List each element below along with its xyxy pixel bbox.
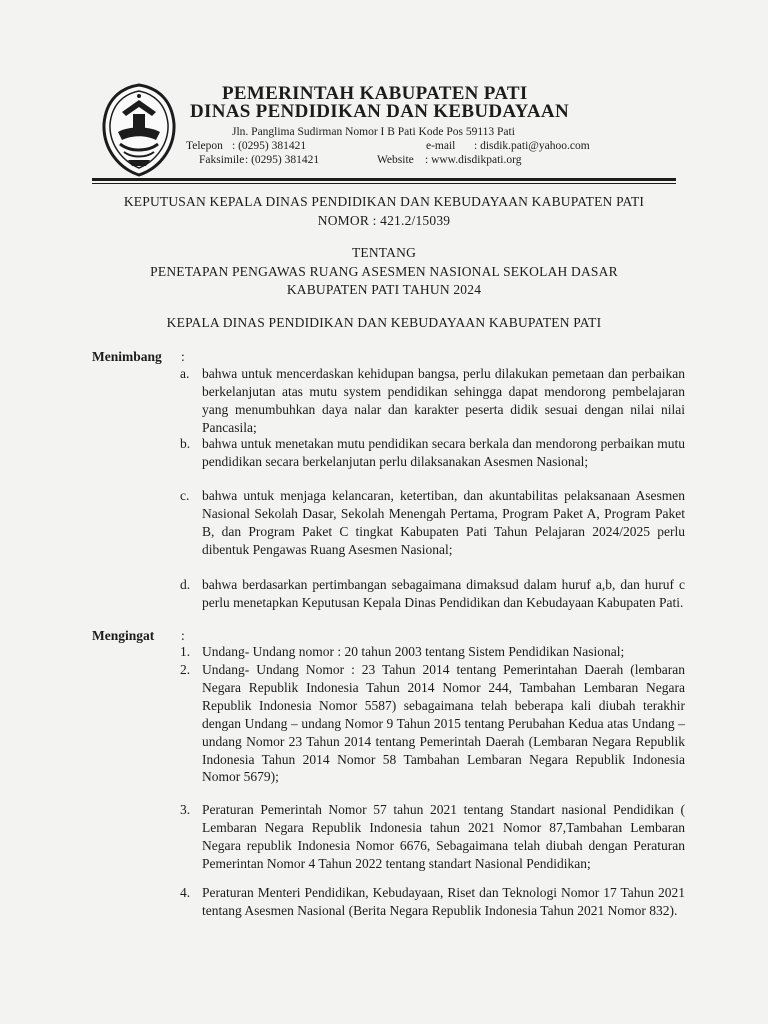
item-marker: 1. [180, 644, 191, 659]
menimbang-colon: : [181, 349, 185, 364]
mengingat-colon: : [181, 628, 185, 643]
letterhead-agency-name: DINAS PENDIDIKAN DAN KEBUDAYAAN [190, 101, 569, 122]
decree-issuer: KEPALA DINAS PENDIDIKAN DAN KEBUDAYAAN KABUPATEN PATI [166, 315, 602, 330]
decree-subject-line2: KABUPATEN PATI TAHUN 2024 [286, 282, 482, 297]
letterhead-divider-thick [92, 178, 676, 181]
item-marker: a. [180, 366, 190, 381]
letterhead-address: Jln. Panglima Sudirman Nomor I B Pati Kode Pos 59113 Pati [232, 126, 515, 138]
item-marker: 4. [180, 885, 191, 900]
letterhead-fax-row [199, 154, 522, 166]
item-text: Undang- Undang Nomor : 23 Tahun 2014 tentang Pemerintahan Daerah (lembaran Negara Republik Indonesia Tahun 2014 Nomor 244, Tambahan Lembaran Negara Republik Indonesia Nomor 5587) sebagaimana telah beberapa kali diubah terakhir dengan Undang – undang Nomor 9 Tahun 2015 tentang Perubahan Kedua atas Undang – undang Nomor 23 Tahun 2014 tentang Pemerintah Daerah (Lembaran Negara Republik Indonesia Tahun 2014 Nomor 58 Tambahan Lembaran Negara Republik Indonesia Nomor 5679); [202, 662, 685, 785]
item-marker: 3. [180, 802, 191, 817]
letterhead-divider-thin [92, 183, 676, 184]
telepon-label: Telepon [186, 140, 223, 152]
letterhead-government-name: PEMERINTAH KABUPATEN PATI [222, 83, 528, 104]
website-value: : www.disdikpati.org [425, 154, 522, 166]
decree-subject-line1: PENETAPAN PENGAWAS RUANG ASESMEN NASIONAL SEKOLAH DASAR [150, 264, 618, 279]
item-text: bahwa untuk mencerdaskan kehidupan bangsa, perlu dilakukan pemetaan dan perbaikan berkelanjutan atas mutu system pendidikan sehingga dapat mendorong pembelajaran yang menumbuhkan daya nalar dan karakter peserta didik sesuai dengan nilai nilai Pancasila; [202, 366, 685, 435]
menimbang-label: Menimbang [92, 349, 162, 364]
website-label: Website [377, 154, 414, 166]
faksimile-value: : (0295) 381421 [245, 154, 320, 166]
decree-title: KEPUTUSAN KEPALA DINAS PENDIDIKAN DAN KEBUDAYAAN KABUPATEN PATI [123, 194, 645, 209]
item-text: bahwa untuk menjaga kelancaran, ketertiban, dan akuntabilitas pelaksanaan Asesmen Nasional Sekolah Dasar, Sekolah Menengah Pertama, Program Paket A, Program Paket B, dan Program Paket C tingkat Kabupaten Pati Tahun Pelajaran 2024/2025 perlu dibentuk Pengawas Ruang Asesmen Nasional; [202, 488, 685, 557]
faksimile-label: Faksimile [199, 154, 245, 166]
telepon-value: : (0295) 381421 [232, 140, 307, 152]
item-marker: b. [180, 436, 191, 451]
item-text: bahwa untuk menetakan mutu pendidikan secara berkala dan mendorong perbaikan mutu pendidikan secara berkelanjutan perlu dilaksanakan Asesmen Nasional; [202, 436, 685, 469]
item-text: bahwa berdasarkan pertimbangan sebagaimana dimaksud dalam huruf a,b, dan huruf c perlu menetapkan Keputusan Kepala Dinas Pendidikan dan Kebudayaan Kabupaten Pati. [202, 577, 685, 610]
email-label: e-mail [426, 140, 456, 152]
decree-number: NOMOR : 421.2/15039 [317, 213, 451, 228]
item-marker: 2. [180, 662, 191, 677]
item-text: Peraturan Pemerintah Nomor 57 tahun 2021 tentang Standart nasional Pendidikan ( Lembaran Negara Republik Indonesia tahun 2021 Nomor 87,Tambahan Lembaran Negara republik Indonesia Nomor 6676, Sebagaimana telah diubah dengan Peraturan Pemerintan Nomor 4 Tahun 2022 tentang standart Nasional Pendidikan; [202, 802, 685, 871]
item-text: Peraturan Menteri Pendidikan, Kebudayaan, Riset dan Teknologi Nomor 17 Tahun 2021 tentang Asesmen Nasional (Berita Negara Republik Indonesia Tahun 2021 Nomor 832). [202, 885, 685, 918]
letterhead-phone-row [186, 140, 590, 152]
item-text: Undang- Undang nomor : 20 tahun 2003 tentang Sistem Pendidikan Nasional; [202, 644, 625, 659]
item-marker: d. [180, 577, 191, 592]
pati-regency-emblem-icon [100, 82, 178, 178]
item-marker: c. [180, 488, 190, 503]
mengingat-label: Mengingat [92, 628, 155, 643]
tentang-heading: TENTANG [351, 245, 417, 260]
email-value: : disdik.pati@yahoo.com [474, 140, 590, 152]
